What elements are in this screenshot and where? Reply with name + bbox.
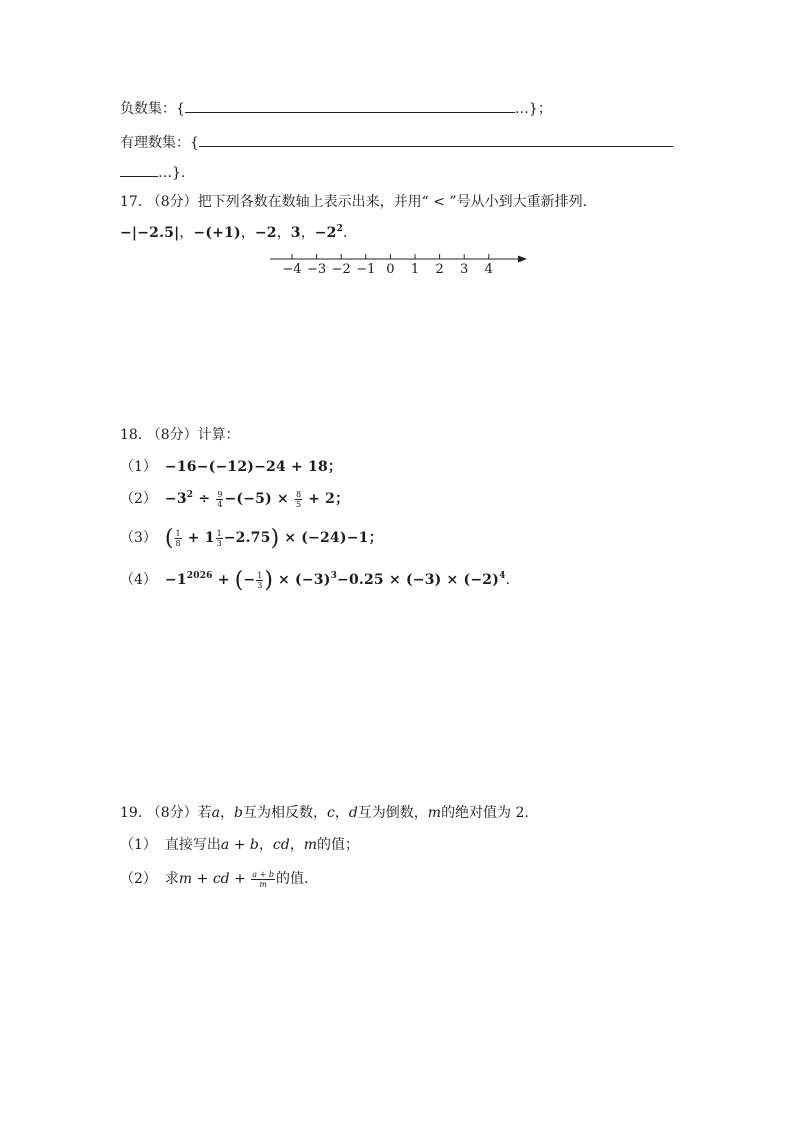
- number-line-tick-label: 4: [484, 262, 493, 277]
- q19-fraction: [251, 870, 275, 889]
- q18-expr-4-b: × (−3): [272, 572, 331, 588]
- fraction-numerator: a + b: [252, 869, 274, 879]
- q19-part-1: [120, 835, 359, 855]
- q19-text: 互为倒数，: [357, 805, 428, 821]
- q18-label-3: （3）: [120, 530, 157, 546]
- fraction-denominator: 8: [175, 538, 181, 548]
- q17-heading: [120, 192, 587, 212]
- q19-number: 19.: [120, 805, 143, 821]
- q19-heading: [120, 803, 529, 823]
- q18-fraction-one-eighth: [175, 529, 182, 548]
- q18-expr-3-rest: −2.75: [223, 530, 271, 546]
- q18-fraction-one-third: [216, 529, 223, 548]
- number-line-arrow: [518, 256, 527, 263]
- number-line-tick-label: 0: [386, 262, 395, 277]
- negative-set-blank[interactable]: [185, 98, 515, 113]
- number-line-tick-label: −2: [331, 262, 351, 277]
- q17-item-exponent: 2: [336, 224, 344, 234]
- q18-text: 计算：: [197, 427, 240, 443]
- q19-text: 若: [197, 805, 212, 821]
- q17-item: 3: [290, 225, 301, 241]
- number-line-tick-label: 2: [435, 262, 444, 277]
- q17-end: .: [343, 225, 348, 241]
- negative-set-line: [120, 98, 552, 119]
- q18-part-2: [120, 489, 349, 509]
- q17-number: 17.: [120, 194, 143, 210]
- q18-score: （8分）: [146, 427, 198, 443]
- fraction-numerator: 1: [257, 570, 263, 580]
- q19-var-m: m: [427, 805, 442, 821]
- q18-part-3: [120, 528, 383, 549]
- fraction-numerator: 8: [295, 489, 302, 499]
- fraction-numerator: 1: [175, 528, 181, 538]
- q19-p2-text: 求: [164, 871, 179, 887]
- number-line-tick-label: 3: [460, 262, 469, 277]
- rational-set-line-2: [120, 162, 185, 183]
- q19-label-2: （2）: [120, 871, 157, 887]
- q19-p1-expr: cd: [272, 837, 290, 853]
- rational-set-label: 有理数集：{: [120, 135, 199, 151]
- right-paren: ): [270, 526, 280, 551]
- fraction-numerator: 1: [216, 528, 222, 538]
- q19-p2-end: 的值.: [275, 871, 309, 887]
- q18-fraction-eight-fifths: [295, 490, 302, 509]
- rational-set-line: [120, 132, 673, 153]
- q18-expr-3-plus: + 1: [182, 530, 215, 546]
- q19-var-d: d: [348, 805, 358, 821]
- q18-expr-3-tail: × (−24)−1；: [279, 530, 383, 546]
- q17-text: 把下列各数在数轴上表示出来，并用“ < ”号从小到大重新排列.: [197, 194, 588, 210]
- q19-sep: ，: [220, 805, 234, 821]
- number-line-tick-label: −4: [282, 262, 302, 277]
- q19-sep: ，: [334, 805, 349, 821]
- q19-p2-expr: m + cd +: [178, 871, 251, 887]
- q17-sep: ，: [300, 225, 315, 241]
- q18-expr-1: −16−(−12)−24 + 18；: [164, 459, 343, 475]
- q19-score: （8分）: [146, 805, 198, 821]
- q18-expr-4-b-exp: 3: [330, 571, 338, 581]
- q19-label-1: （1）: [120, 837, 157, 853]
- q18-part-1: [120, 457, 342, 477]
- q18-expr-4-c-exp: 4: [499, 571, 506, 581]
- fraction-denominator: 3: [216, 538, 222, 548]
- q19-text: 的绝对值为 2.: [441, 805, 529, 821]
- rational-set-blank-2[interactable]: [120, 162, 158, 177]
- q18-heading: [120, 425, 240, 445]
- right-paren: ): [264, 568, 273, 593]
- q19-var-c: c: [326, 805, 335, 821]
- q19-part-2: [120, 869, 308, 889]
- q17-numbers: [120, 223, 347, 243]
- negative-set-label: 负数集：{: [120, 101, 185, 117]
- number-line: [0, 250, 794, 290]
- q19-var-b: b: [234, 805, 243, 821]
- q18-expr-4-end: .: [505, 572, 510, 588]
- q18-part-4: [120, 570, 510, 591]
- q18-expr-4-a-exp: 2026: [186, 571, 213, 581]
- q17-sep: ，: [240, 225, 255, 241]
- q19-text: 互为相反数，: [242, 805, 327, 821]
- left-paren: (: [234, 568, 244, 593]
- q18-expr-2-c: + 2；: [303, 491, 350, 507]
- q18-expr-2-a: −3: [164, 491, 187, 507]
- q17-sep: ，: [179, 225, 194, 241]
- q19-var-a: a: [211, 805, 220, 821]
- fraction-numerator: 9: [217, 489, 223, 499]
- fraction-denominator: 4: [217, 499, 223, 509]
- q19-sep: ，: [289, 837, 304, 853]
- q18-fraction-nine-quarters: [216, 490, 223, 509]
- q17-item: −2: [254, 225, 277, 241]
- negative-set-end: …}；: [514, 101, 552, 117]
- q18-fraction-one-third: [256, 571, 263, 590]
- fraction-denominator: m: [259, 879, 267, 889]
- q19-p1-text: 直接写出: [164, 837, 221, 853]
- q18-expr-4-c: −0.25 × (−3) × (−2): [337, 572, 500, 588]
- q18-label-4: （4）: [120, 572, 157, 588]
- q18-expr-2-exp: 2: [186, 490, 194, 500]
- q19-p1-expr: m: [303, 837, 317, 853]
- q17-sep: ，: [276, 225, 291, 241]
- number-line-tick-label: −3: [307, 262, 327, 277]
- q18-expr-4-neg: −: [243, 572, 256, 588]
- number-line-tick-label: −1: [356, 262, 376, 277]
- q19-sep: ，: [258, 837, 273, 853]
- number-line-tick-label: 1: [410, 262, 420, 277]
- left-paren: (: [164, 526, 174, 551]
- q17-item: −2: [314, 225, 337, 241]
- q18-expr-4-a: −1: [164, 572, 187, 588]
- rational-set-blank[interactable]: [199, 132, 673, 147]
- q19-p1-expr: a + b: [220, 837, 259, 853]
- q18-label-1: （1）: [120, 459, 157, 475]
- q18-expr-4-plus: +: [212, 572, 235, 588]
- fraction-denominator: 5: [295, 499, 302, 509]
- q18-label-2: （2）: [120, 491, 157, 507]
- fraction-denominator: 3: [257, 580, 263, 590]
- q19-p1-end: 的值；: [316, 837, 359, 853]
- q17-item: −(+1): [193, 225, 241, 241]
- q18-expr-2-b: −(−5) ×: [224, 491, 294, 507]
- q17-score: （8分）: [146, 194, 198, 210]
- q18-number: 18.: [120, 427, 143, 443]
- rational-set-end: …}.: [158, 165, 186, 181]
- q17-item: −|−2.5|: [120, 225, 180, 241]
- q18-expr-2-div: ÷: [193, 491, 216, 507]
